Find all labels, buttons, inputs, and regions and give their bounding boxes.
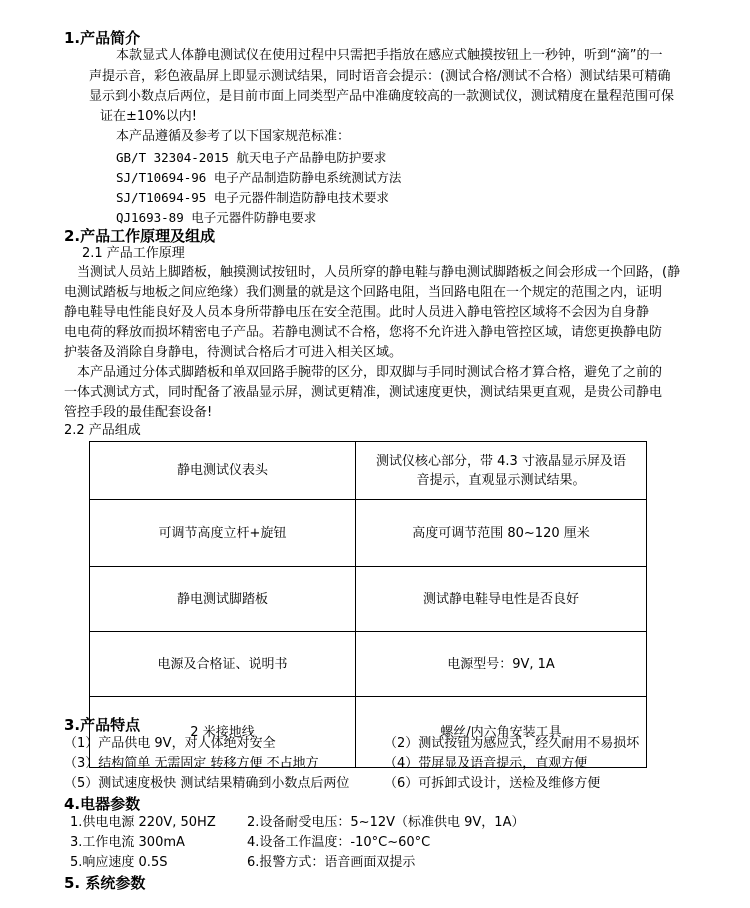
component-desc-line: 高度可调节范围 80~120 厘米 xyxy=(412,525,590,541)
param-item: 3.工作电流 300mA xyxy=(70,835,185,850)
component-name: 静电测试脚踏板 xyxy=(90,567,356,632)
feature-item: （2）测试按钮为感应式，经久耐用不易损坏 xyxy=(384,736,640,751)
method-line-3: 管控手段的最佳配套设备! xyxy=(64,405,213,420)
components-table xyxy=(89,441,647,768)
component-name: 静电测试仪表头 xyxy=(90,442,356,500)
param-item: 4.设备工作温度：-10°C~60°C xyxy=(247,835,431,850)
feature-item: （1）产品供电 9V，对人体绝对安全 xyxy=(64,736,276,751)
feature-item: （6）可拆卸式设计，送检及维修方便 xyxy=(384,776,601,791)
section-2-title: 2.产品工作原理及组成 xyxy=(64,227,216,245)
table-row xyxy=(90,442,647,500)
standard-item: SJ/T10694-95 电子元器件制造防静电技术要求 xyxy=(116,190,389,205)
component-name: 可调节高度立杆+旋钮 xyxy=(90,500,356,567)
section-4-title: 4.电器参数 xyxy=(64,795,141,813)
component-desc-line: 测试仪核心部分，带 4.3 寸液晶显示屏及语 xyxy=(376,453,626,469)
component-desc xyxy=(356,632,647,697)
principle-line-1: 当测试人员站上脚踏板，触摸测试按钮时，人员所穿的静电鞋与静电测试脚踏板之间会形成一个回路，(静 xyxy=(77,265,681,280)
intro-line-3: 显示到小数点后两位，是目前市面上同类型产品中准确度较高的一款测试仪，测试精度在量程范围可保 xyxy=(89,89,675,104)
method-line-2: 一体式测试方式，同时配备了液晶显示屏，测试更精准，测试速度更快，测试结果更直观，是贵公司静电 xyxy=(64,385,663,400)
table-row xyxy=(90,500,647,567)
section-1-title: 1.产品简介 xyxy=(64,29,141,47)
principle-line-5: 护装备及消除自身静电，待测试合格后才可进入相关区域。 xyxy=(64,345,403,360)
standards-intro: 本产品遵循及参考了以下国家规范标准： xyxy=(116,129,351,144)
component-name: 2 米接地线 xyxy=(90,697,356,768)
param-item: 2.设备耐受电压：5~12V（标准供电 9V，1A） xyxy=(247,815,525,830)
principle-line-2: 电测试踏板与地板之间应绝缘）我们测量的就是这个回路电阻，当回路电阻在一个规定的范围之内，证明 xyxy=(64,285,663,300)
feature-item: （3）结构简单 无需固定 转移方便 不占地方 xyxy=(64,756,319,771)
param-item: 1.供电电源 220V, 50HZ xyxy=(70,815,216,830)
component-desc-line: 螺丝/内六角安装工具 xyxy=(440,724,562,740)
intro-line-2: 声提示音，彩色液晶屏上即显示测试结果，同时语音会提示：(测试合格/测试不合格）测试结果可精确 xyxy=(89,69,671,84)
subsection-2-2-title: 2.2 产品组成 xyxy=(64,423,141,438)
component-desc-line: 电源型号：9V, 1A xyxy=(447,656,555,672)
table-row xyxy=(90,632,647,697)
param-item: 5.响应速度 0.5S xyxy=(70,855,168,870)
component-desc xyxy=(356,567,647,632)
method-line-1: 本产品通过分体式脚踏板和单双回路手腕带的区分，即双脚与手同时测试合格才算合格，避免了之前的 xyxy=(77,365,663,380)
standard-item: SJ/T10694-96 电子产品制造防静电系统测试方法 xyxy=(116,170,402,185)
principle-line-4: 电电荷的释放而损坏精密电子产品。若静电测试不合格，您将不允许进入静电管控区域，请您更换静电防 xyxy=(64,325,663,340)
component-name: 电源及合格证、说明书 xyxy=(90,632,356,697)
standard-item: GB/T 32304-2015 航天电子产品静电防护要求 xyxy=(116,150,387,165)
component-desc-line: 音提示，直观显示测试结果。 xyxy=(416,472,586,488)
feature-item: （5）测试速度极快 测试结果精确到小数点后两位 xyxy=(64,776,350,791)
component-desc xyxy=(356,442,647,500)
intro-line-4: 证在±10%以内! xyxy=(100,109,197,124)
section-5-title: 5. 系统参数 xyxy=(64,874,146,892)
section-3-title: 3.产品特点 xyxy=(64,716,141,734)
param-item: 6.报警方式：语音画面双提示 xyxy=(247,855,416,870)
standard-item: QJ1693-89 电子元器件防静电要求 xyxy=(116,210,317,225)
subsection-2-1-title: 2.1 产品工作原理 xyxy=(82,246,185,261)
intro-line-1: 本款显式人体静电测试仪在使用过程中只需把手指放在感应式触摸按钮上一秒钟，听到“滴”的一 xyxy=(116,48,663,63)
principle-line-3: 静电鞋导电性能良好及人员本身所带静电压在安全范围。此时人员进入静电管控区域将不会因为自身静 xyxy=(64,305,650,320)
component-desc xyxy=(356,500,647,567)
table-row xyxy=(90,567,647,632)
feature-item: （4）带屏显及语音提示，直观方便 xyxy=(384,756,588,771)
component-desc-line: 测试静电鞋导电性是否良好 xyxy=(422,591,579,607)
